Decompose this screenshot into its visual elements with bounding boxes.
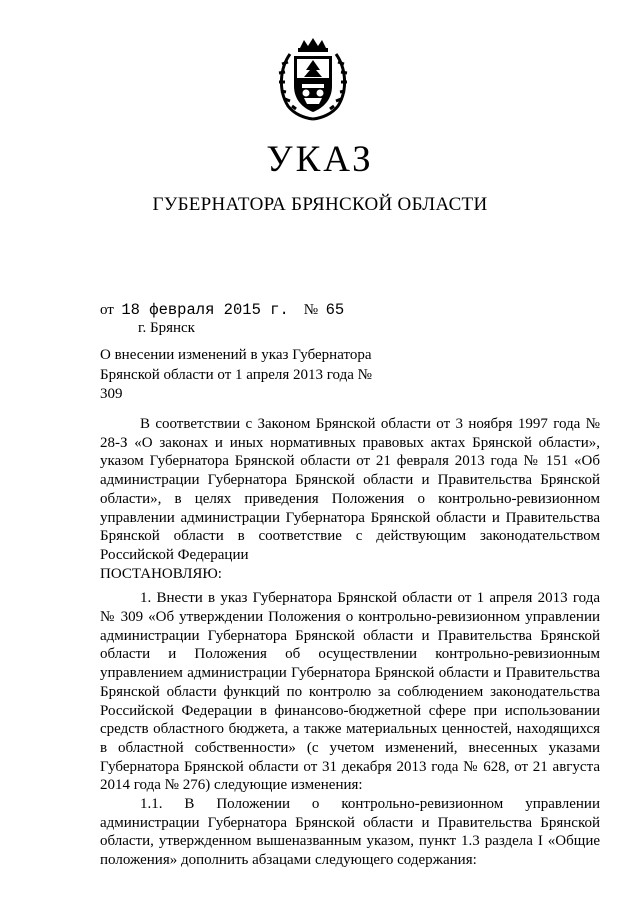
document-title: УКАЗ xyxy=(266,139,374,180)
decree-date: 18 февраля 2015 г. xyxy=(121,301,289,319)
decree-number: 65 xyxy=(325,301,345,319)
from-label: от xyxy=(100,302,114,318)
decree-word: ПОСТАНОВЛЯЮ: xyxy=(100,565,222,582)
document-body xyxy=(100,415,600,870)
item-1-1-paragraph: 1.1. В Положении о контрольно-ревизионном управлении администрации Губернатора Брянской области и Правительства Брянской области, утвержденном вышеназванным указом, пункт 1.3 раздела I «Общие положения» дополнить абзацами следующего содержания: xyxy=(100,796,600,869)
coat-of-arms-emblem xyxy=(276,38,350,122)
document-subject: О внесении изменений в указ Губернатора Брянской области от 1 апреля 2013 года № 309 xyxy=(100,347,372,402)
date-number-line xyxy=(100,301,344,319)
number-label: № xyxy=(303,302,319,318)
preamble-paragraph: В соответствии с Законом Брянской области от 3 ноября 1997 года № 28-З «О законах и иных нормативных правовых актах Брянской области», указом Губернатора Брянской области от 21 февраля 2013 года № 151 «Об администрации Губернатора Брянской области и Правительства Брянской области», в целях приведения Положения о контрольно-ревизионном управлении администрации Губернатора Брянской области и Правительства Брянской области в соответствие с действующим законодательством Российской Федерации xyxy=(100,416,600,563)
city: г. Брянск xyxy=(138,320,195,336)
document-subtitle: ГУБЕРНАТОРА БРЯНСКОЙ ОБЛАСТИ xyxy=(152,194,488,215)
item-1-paragraph: 1. Внести в указ Губернатора Брянской области от 1 апреля 2013 года № 309 «Об утверждении Положения о контрольно-ревизионном управлении администрации Губернатора Брянской области и Правительства Брянской области и Положения об осуществлении контрольно-ревизионным управлением администрации Губернатора Брянской области и Правительства Брянской области функций по контролю за соблюдением законодательства Российской Федерации в финансово-бюджетной сфере при использовании средств областного бюджета, а также материальных ценностей, находящихся в областной собственности» (с учетом изменений, внесенных указами Губернатора Брянской области от 31 декабря 2013 года № 628, от 21 августа 2014 года № 276) следующие изменения: xyxy=(100,590,600,794)
